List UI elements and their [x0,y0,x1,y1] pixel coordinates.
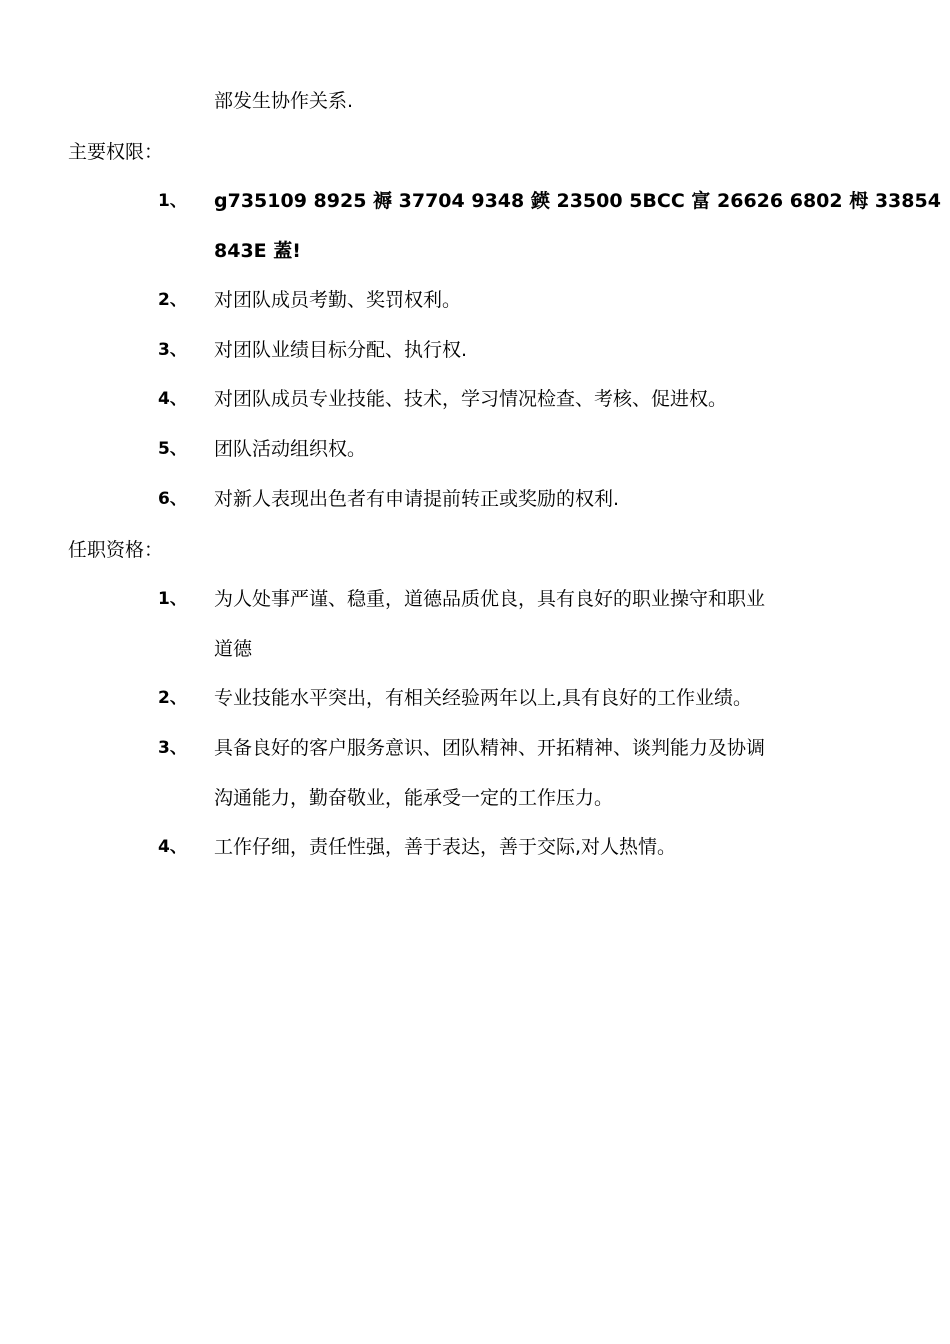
item-number: 1、 [158,589,187,609]
continuation-text: 部发生协作关系. [214,90,354,112]
qualification-item-1 [0,586,950,612]
item-number: 3、 [158,738,187,758]
item-text: 专业技能水平突出，有相关经验两年以上,具有良好的工作业绩。 [214,687,753,709]
item-text: 具备良好的客户服务意识、团队精神、开拓精神、谈判能力及协调 [214,737,766,759]
authority-heading: 主要权限： [68,141,164,163]
item-text-continuation: 沟通能力，勤奋敬业，能承受一定的工作压力。 [214,787,614,809]
qualification-item-2 [0,685,950,711]
item-text: 对新人表现出色者有申请提前转正或奖励的权利. [214,488,620,510]
item-number: 4、 [158,837,187,857]
item-number: 4、 [158,389,187,409]
item-text-continuation: 843E 蓋! [214,240,301,262]
authority-item-5 [0,436,950,462]
item-text: 为人处事严谨、稳重，道德品质优良，具有良好的职业操守和职业 [214,588,766,610]
item-text: 对团队成员考勤、奖罚权利。 [214,289,462,311]
qualifications-heading: 任职资格： [68,539,164,561]
item-text: 对团队成员专业技能、技术，学习情况检查、考核、促进权。 [214,388,728,410]
qualification-item-3 [0,735,950,761]
item-text: 对团队业绩目标分配、执行权. [214,339,468,361]
item-number: 1、 [158,191,187,211]
authority-item-4 [0,386,950,412]
item-number: 2、 [158,290,187,310]
item-text: 团队活动组织权。 [214,438,367,460]
item-number: 3、 [158,340,187,360]
authority-item-1 [0,188,950,214]
item-number: 6、 [158,489,187,509]
authority-item-6 [0,486,950,512]
item-text: g735109 8925 褥 37704 9348 鍈 23500 5BCC 富 26626 6802 栂 33854 [214,190,941,212]
item-number: 2、 [158,688,187,708]
authority-item-3 [0,337,950,363]
qualification-item-4 [0,834,950,860]
item-text-continuation: 道德 [214,638,253,660]
authority-item-2 [0,287,950,313]
item-text: 工作仔细，责任性强，善于表达，善于交际,对人热情。 [214,836,677,858]
item-number: 5、 [158,439,187,459]
